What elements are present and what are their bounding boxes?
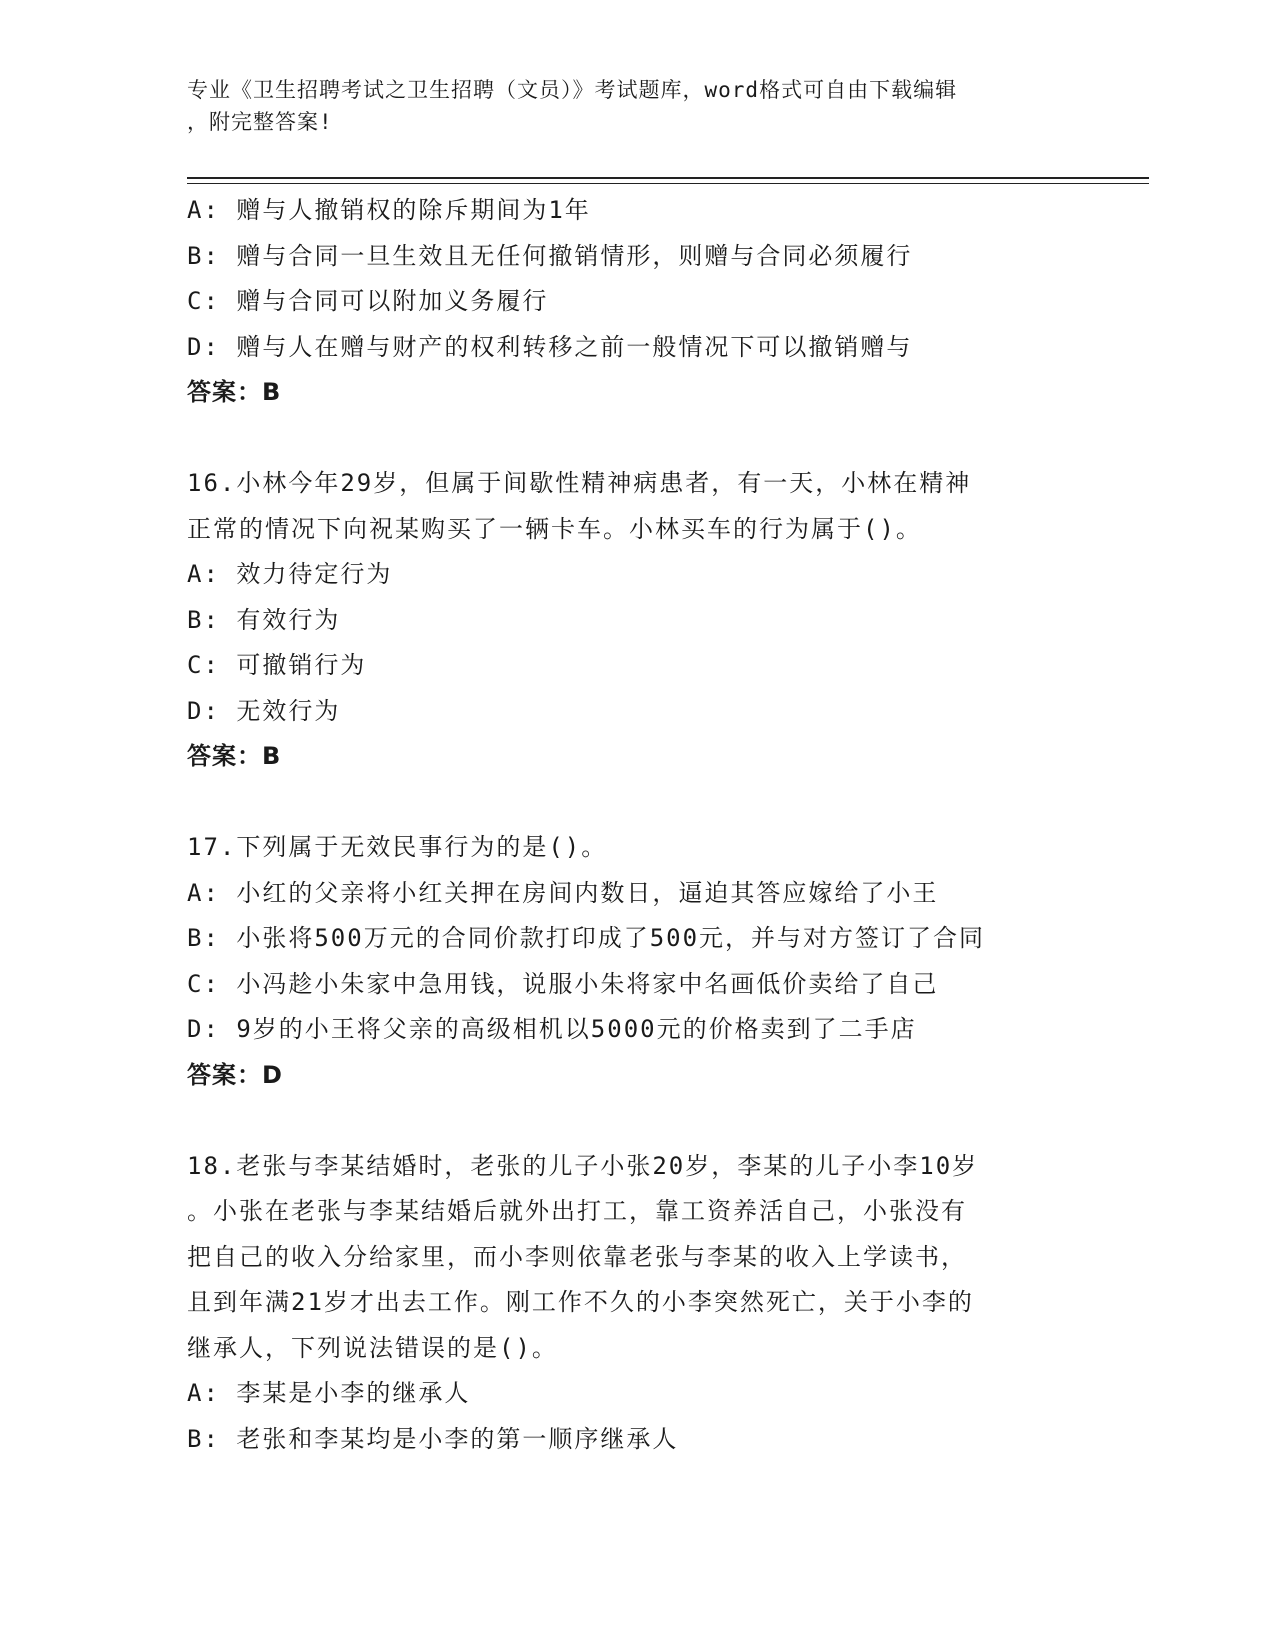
option-b: B: 小张将500万元的合同价款打印成了500元，并与对方签订了合同 [187,924,986,952]
question-stem-line: 18.老张与李某结婚时，老张的儿子小张20岁，李某的儿子小李10岁 [187,1151,979,1180]
answer-line: 答案：B [187,378,282,406]
question-stem-line: 。小张在老张与李某结婚后就外出打工，靠工资养活自己，小张没有 [187,1197,967,1225]
question-17 [187,825,1087,1098]
question-list [187,188,1087,1462]
spacer [187,780,1087,826]
question-stem-line: 正常的情况下向祝某购买了一辆卡车。小林买车的行为属于()。 [187,514,922,543]
question-stem-line: 继承人，下列说法错误的是()。 [187,1333,558,1362]
header-line-1: 专业《卫生招聘考试之卫生招聘（文员）》考试题库，word格式可自由下载编辑 [187,78,958,102]
option-b: B: 赠与合同一旦生效且无任何撤销情形，则赠与合同必须履行 [187,241,913,270]
option-b: B: 老张和李某均是小李的第一顺序继承人 [187,1424,679,1453]
option-c: C: 可撤销行为 [187,651,367,679]
spacer [187,1098,1087,1144]
document-header [187,74,1067,138]
question-18 [187,1144,1087,1463]
header-divider-thin [187,183,1149,184]
option-a: A: 小红的父亲将小红关押在房间内数日，逼迫其答应嫁给了小王 [187,878,939,907]
option-b: B: 有效行为 [187,605,341,634]
option-a: A: 李某是小李的继承人 [187,1379,471,1407]
option-d: D: 无效行为 [187,696,341,725]
spacer [187,416,1087,462]
header-divider-thick [187,177,1149,179]
question-stem-line: 17.下列属于无效民事行为的是()。 [187,833,608,861]
question-stem-line: 把自己的收入分给家里，而小李则依靠老张与李某的收入上学读书， [187,1242,967,1271]
option-d: D: 9岁的小王将父亲的高级相机以5000元的价格卖到了二手店 [187,1015,917,1043]
option-c: C: 赠与合同可以附加义务履行 [187,287,549,315]
answer-line: 答案：B [187,742,282,770]
option-a: A: 赠与人撤销权的除斥期间为1年 [187,196,591,224]
option-c: C: 小冯趁小朱家中急用钱，说服小朱将家中名画低价卖给了自己 [187,969,939,998]
answer-line: 答案：D [187,1060,283,1089]
question-stem-line: 16.小林今年29岁，但属于间歇性精神病患者，有一天，小林在精神 [187,469,972,497]
question-stem-line: 且到年满21岁才出去工作。刚工作不久的小李突然死亡，关于小李的 [187,1288,974,1316]
option-a: A: 效力待定行为 [187,560,393,588]
question-15 [187,188,1087,416]
header-line-2: ，附完整答案! [187,110,333,134]
question-16 [187,461,1087,780]
option-d: D: 赠与人在赠与财产的权利转移之前一般情况下可以撤销赠与 [187,332,913,361]
